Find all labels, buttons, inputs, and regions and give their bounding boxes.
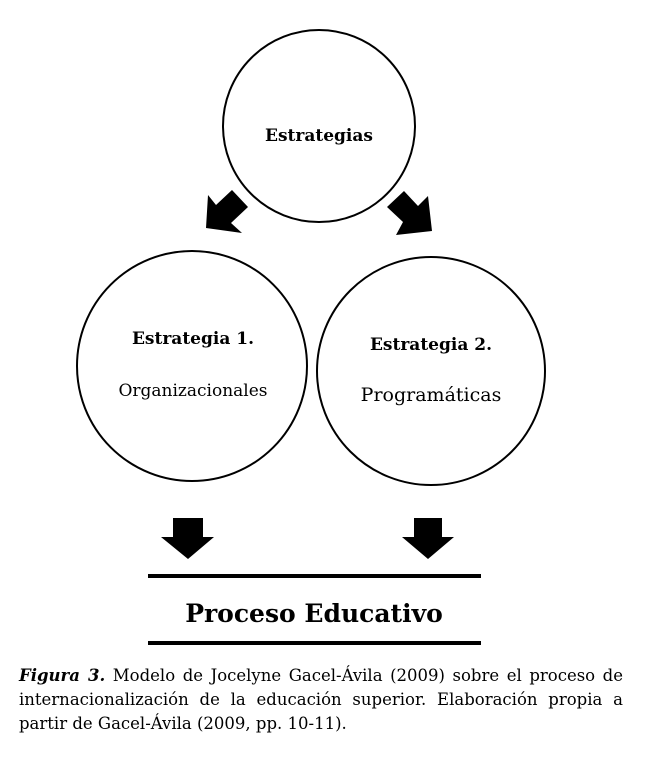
result-top-rule [148, 574, 481, 578]
result-bottom-rule [148, 641, 481, 645]
result-block [148, 574, 481, 645]
node-estrategia-2-title: Estrategia 2. [369, 335, 493, 355]
node-estrategias [223, 30, 415, 222]
node-estrategia-1-subtitle: Organizacionales [118, 381, 268, 401]
node-estrategia-1-circle [77, 251, 307, 481]
arrow-down-right-bottom-icon [402, 518, 454, 559]
result-label: Proceso Educativo [185, 599, 443, 628]
node-estrategia-1 [77, 251, 307, 481]
figure-caption-text: Modelo de Jocelyne Gacel-Ávila (2009) sobre el proceso de internacionalización de la educación superior. Elaboración propia a partir de Gacel-Ávila (2009, pp. 10-11). [19, 666, 624, 733]
arrow-down-right-icon [387, 191, 432, 235]
node-estrategia-2-subtitle: Programáticas [360, 384, 502, 406]
arrow-down-left-bottom-icon [161, 518, 214, 559]
figure-caption-label: Figura 3. [19, 666, 106, 685]
node-estrategias-label: Estrategias [265, 126, 373, 146]
node-estrategia-1-title: Estrategia 1. [131, 329, 255, 349]
node-estrategia-2 [317, 257, 545, 485]
node-estrategia-2-circle [317, 257, 545, 485]
arrow-down-left-icon [206, 190, 248, 233]
figure-caption [19, 664, 623, 736]
